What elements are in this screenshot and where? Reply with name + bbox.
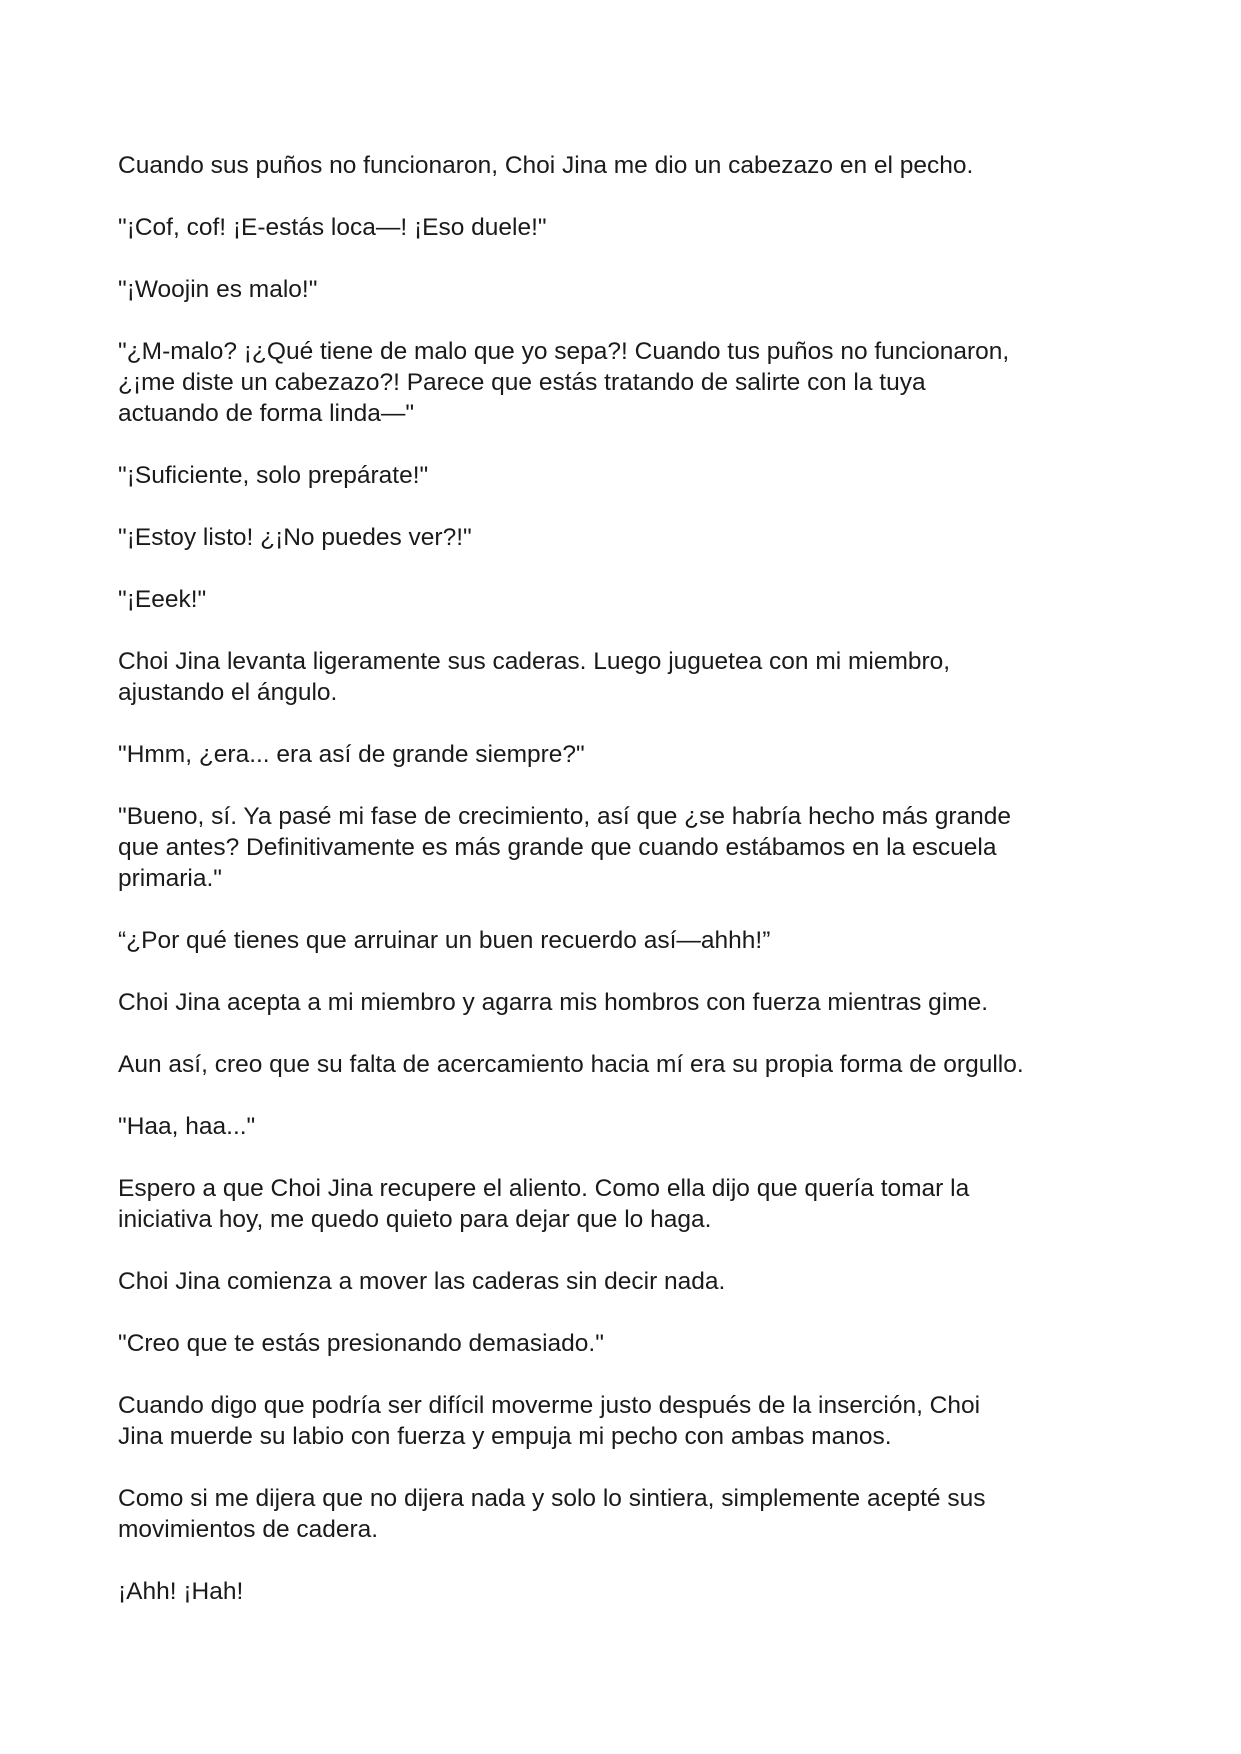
paragraph: "¿M-malo? ¡¿Qué tiene de malo que yo sepa?! Cuando tus puños no funcionaron, ¿¡me diste un cabezazo?! Parece que estás tratando de salirte con la tuya actuando de forma linda—": [118, 338, 1010, 427]
paragraph: "¡Cof, cof! ¡E-estás loca—! ¡Eso duele!": [118, 214, 547, 241]
paragraph: Choi Jina comienza a mover las caderas sin decir nada.: [118, 1268, 726, 1295]
paragraph: Choi Jina levanta ligeramente sus caderas. Luego juguetea con mi miembro, ajustando el ángulo.: [118, 648, 951, 706]
paragraph: Cuando sus puños no funcionaron, Choi Jina me dio un cabezazo en el pecho.: [118, 152, 974, 179]
paragraph: "¡Suficiente, solo prepárate!": [118, 462, 429, 489]
paragraph: "Creo que te estás presionando demasiado.": [118, 1330, 604, 1357]
paragraph: Cuando digo que podría ser difícil moverme justo después de la inserción, Choi Jina muerde su labio con fuerza y empuja mi pecho con ambas manos.: [118, 1392, 981, 1450]
paragraph: Choi Jina acepta a mi miembro y agarra mis hombros con fuerza mientras gime.: [118, 989, 989, 1016]
paragraph: "Bueno, sí. Ya pasé mi fase de crecimiento, así que ¿se habría hecho más grande que antes? Definitivamente es más grande que cuando estábamos en la escuela primaria.": [118, 803, 1012, 892]
document-body: [118, 150, 1138, 1638]
paragraph: “¿Por qué tienes que arruinar un buen recuerdo así—ahhh!”: [118, 927, 771, 954]
paragraph: Como si me dijera que no dijera nada y solo lo sintiera, simplemente acepté sus movimientos de cadera.: [118, 1485, 986, 1543]
paragraph: "¡Estoy listo! ¿¡No puedes ver?!": [118, 524, 472, 551]
paragraph: "Hmm, ¿era... era así de grande siempre?": [118, 741, 585, 768]
paragraph: "¡Eeek!": [118, 586, 207, 613]
paragraph: ¡Ahh! ¡Hah!: [118, 1578, 244, 1605]
paragraph: Aun así, creo que su falta de acercamiento hacia mí era su propia forma de orgullo.: [118, 1051, 1024, 1078]
paragraph: Espero a que Choi Jina recupere el aliento. Como ella dijo que quería tomar la iniciativa hoy, me quedo quieto para dejar que lo haga.: [118, 1175, 970, 1233]
paragraph: "Haa, haa...": [118, 1113, 256, 1140]
paragraph: "¡Woojin es malo!": [118, 276, 318, 303]
